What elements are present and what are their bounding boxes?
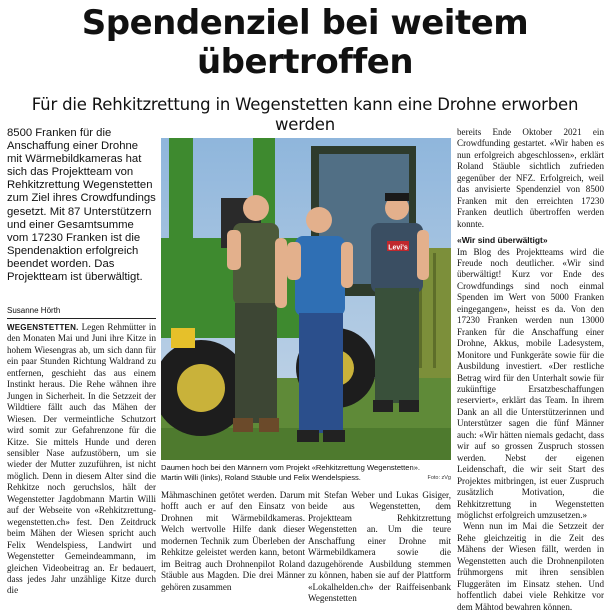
column-1-text: Legen Rehmütter in den Monaten Mai und Juni ihre Kitze in hohem Wiesengras ab, um sich dann für ein paar Stunden Richtung Waldrand zu entfernen, geschieht das aus einem Instinkt heraus. Die Rehe wähnen ihre Jungen in Sicherheit. In die Setzzeit der Wildtiere fällt auch das Mähen der Wiesen. Der vermeintliche Schutzort wird somit zur Gefahrenzone für die Kitze. Sie mittels Hunde und deren sensibler Nase aufzustöbern, um sie wieder der Mutter zuzuführen, ist nicht möglich. Denn in diesem Alter sind die Rehkitze noch geruchslos, hält der Wegenstetter Jagdobmann Martin Willi auf der Webseite von «Rehkitzrettung-wegenstetten.ch» fest. Den Zeitdruck beim Mähen der Wiesen spricht auch Felix Wendelspiess, Landwirt und Wegenstetter Gemeindeammann, im gleichen Videobeitrag an. Er bedauert, dass jedes Jahr unzählige Kitze durch die bbox=[7, 322, 156, 596]
photo-credit: Foto: zVg bbox=[427, 475, 451, 481]
column-2-text: Mähmaschinen getötet werden. Darum hofft auch er auf den Einsatz von Drohnen mit Wärmebildkameras. Welch wertvolle Hilfe dank dieser modernen Technik zum Überleben der Rehkitze geleistet werden kann, betont im Beitrag auch Drohnenpilot Roland Stäuble aus Magden. Die drei Männer gehören zusammen bbox=[161, 490, 305, 592]
section-heading: «Wir sind überwältigt» bbox=[457, 235, 548, 246]
headline-line-1: Spendenziel bei weitem bbox=[81, 3, 529, 43]
column-1 bbox=[7, 322, 156, 597]
subheadline: Für die Rehkitzrettung in Wegenstetten kann eine Drohne erworben werden bbox=[31, 95, 579, 134]
headline-line-2: übertroffen bbox=[196, 42, 414, 82]
lead-paragraph bbox=[7, 127, 156, 284]
lead-divider bbox=[7, 318, 156, 319]
column-3 bbox=[308, 490, 451, 605]
column-4-text-3: Wenn nun im Mai die Setzzeit der Rehe gleichzeitig in die Zeit des Mähens der Wiesen fällt, werden in Wegenstetten auch die Drohnenpiloten frühmorgens mit ihren sensiblen Fluggeräten im Einsatz stehen. Und hoffentlich dabei viele Rehkitze vor dem Mähtod bewahren können. bbox=[457, 521, 604, 612]
caption-line-2: Martin Willi (links), Roland Stäuble und Felix Wendelspiess. bbox=[161, 473, 361, 482]
column-4-text-1: bereits Ende Oktober 2021 ein Crowdfunding gestartet. «Wir haben es nun erfolgreich abgeschlossen», erklärt Roland Stäuble sichtlich zufrieden gegenüber der NFZ. Erfolgreich, weil das anvisierte Spendenziel von 8500 Franken mit den erreichten 17230 Franken deutlich übertroffen werden konnte. bbox=[457, 127, 604, 229]
dateline: WEGENSTETTEN. bbox=[7, 323, 79, 332]
caption-line-1: Daumen hoch bei den Männern vom Projekt «Rehkitzrettung Wegenstetten». bbox=[161, 463, 421, 472]
author-byline: Susanne Hörth bbox=[7, 306, 61, 315]
article-photo bbox=[161, 138, 451, 460]
column-4-text-2: Im Blog des Projektteams wird die Freude noch deutlicher. «Wir sind überwältigt! Kurz vor Ende des Crowdfundings sind noch einmal Spenden im Wert von 5000 Franken eingegangen», heisst es da. Von den 17230 Franken werden nun 13000 Franken für die Anschaffung einer Drohne, Akkus, mobile Ladesystem, Monitore und Funkgeräte sowie für die Ausbildung investiert. «Der restliche Betrag wird für den Unterhalt sowie für zukünftige Ersatzbeschaffungen reserviert», erklärt das Team. In ihrem Dank an all die Unterstützerinnen und Unterstützer sagen die fünf Männer auch: «Wir hätten niemals gedacht, dass wir auf so grossen Zuspruch stossen werden. Nebst der eigenen Leidenschaft, die wir seit Start des Projektes mitbringen, ist euer Zuspruch zusätzlich Motivation, die Rehkitzrettung in Wegenstetten möglichst erfolgreich umzusetzen.» bbox=[457, 246, 604, 520]
column-4 bbox=[457, 127, 604, 613]
shirt-logo: Levi's bbox=[388, 244, 408, 252]
column-3-text: mit Stefan Weber und Lukas Gisiger, beide aus Wegenstetten, dem Projektteam Rehkitzrettung Wegenstetten an. Um die teure Anschaffung einer Drohne mit Wärmebildkamera sowie die dazugehörende Ausbildung stemmen zu können, haben sie auf der Plattform «Lokalhelden.ch» der Raiffeisenbank Wegenstetten bbox=[308, 490, 451, 604]
headline bbox=[0, 4, 610, 82]
column-2 bbox=[161, 490, 305, 593]
photo-illustration bbox=[161, 138, 451, 460]
lead-text: 8500 Franken für die Anschaffung einer Drohne mit Wärmebildkameras hat sich das Projektteam von Rehkitzrettung Wegenstetten zum Ziel ihres Crowdfundings gesetzt. Mit 87 Unterstützern und einer Gesamtsumme vom 17230 Franken ist die Spendenaktion erfolgreich beendet worden. Das Projektteam ist überwältigt. bbox=[7, 127, 156, 284]
